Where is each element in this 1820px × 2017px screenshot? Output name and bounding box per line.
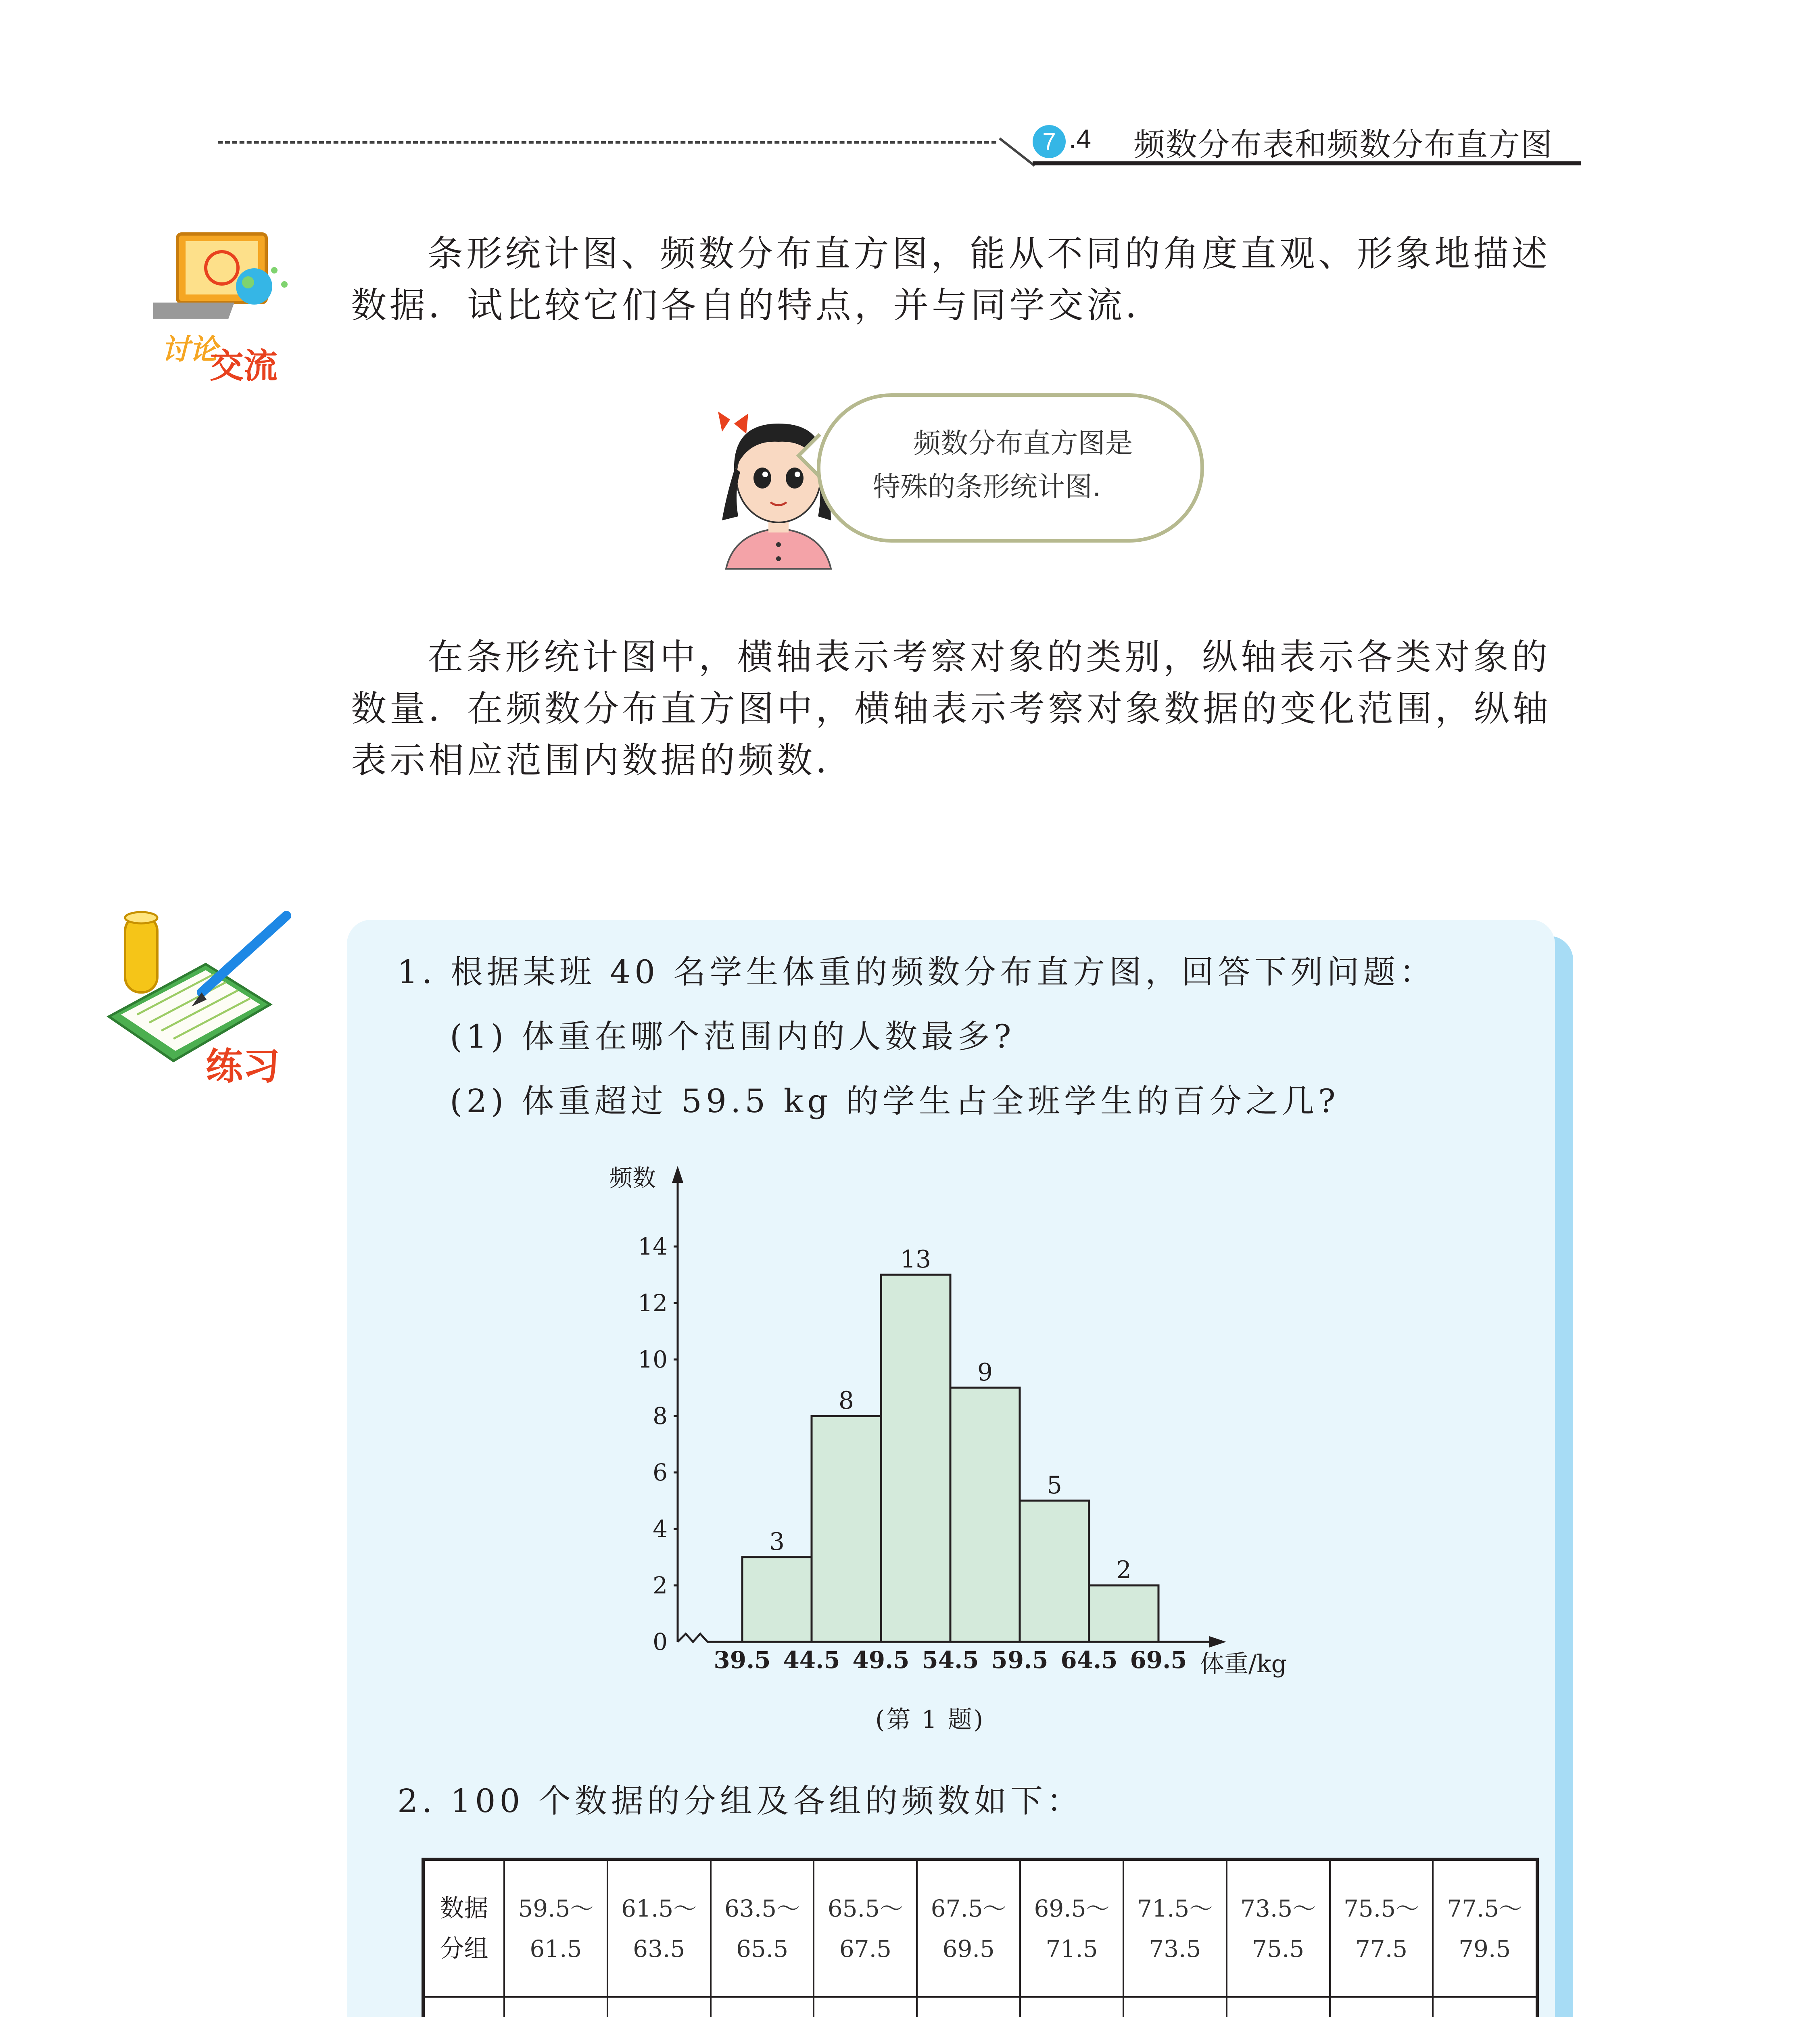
bar-value-label: 13 (900, 1245, 931, 1274)
x-ticks (714, 1646, 1187, 1674)
q2-prompt: 2. 100 个数据的分组及各组的频数如下： (397, 1782, 1083, 1820)
y-tick-label: 8 (653, 1402, 668, 1430)
y-axis-label: 频数 (609, 1164, 656, 1192)
discussion-text: 条形统计图、频数分布直方图，能从不同的角度直观、形象地描述数据．试比较它们各自的特点，并与同学交流． (351, 233, 1551, 326)
explanation-text: 在条形统计图中，横轴表示考察对象的类别，纵轴表示各类对象的数量．在频数分布直方图中，横轴表示考察对象数据的变化范围，纵轴表示相应范围内数据的频数． (351, 636, 1552, 781)
q1-caption: (第 1 题) (875, 1706, 985, 1734)
group-cell: 63.5～ 65.5 (711, 1859, 814, 1997)
q1-prompt: 1. 根据某班 40 名学生体重的频数分布直方图，回答下列问题： (397, 953, 1436, 991)
freq-cell (1433, 1997, 1537, 2017)
bar-value-label: 9 (977, 1358, 993, 1386)
histogram-bar (881, 1275, 950, 1642)
histogram-bar (950, 1388, 1020, 1642)
discussion-label: 交流 (210, 346, 278, 386)
q1-sub2: (2) 体重超过 59.5 kg 的学生占全班学生的百分之几? (450, 1082, 1340, 1120)
freq-cell (1330, 1997, 1433, 2017)
axis-break-mark (678, 1634, 714, 1642)
x-tick-label: 59.5 (991, 1646, 1048, 1674)
histogram-bar (1020, 1501, 1089, 1642)
x-tick-label: 44.5 (783, 1646, 840, 1674)
freq-cell (504, 1997, 607, 2017)
row-header-frequency (423, 1997, 504, 2017)
bar-value-label: 2 (1116, 1556, 1132, 1584)
header-dashed-rule (218, 141, 996, 144)
header-title: 频数分布表和频数分布直方图 (1133, 127, 1553, 163)
bar-value-label: 8 (838, 1386, 854, 1415)
bubble-line-2: 特殊的条形统计图. (873, 471, 1101, 503)
group-cell: 65.5～ 67.5 (814, 1859, 917, 1997)
y-tick-label: 2 (653, 1572, 668, 1599)
bubble-line-1: 频数分布直方图是 (913, 428, 1133, 459)
row-header-groups-line1: 数据 (440, 1894, 488, 1923)
chapter-badge: 7 (1033, 125, 1066, 158)
x-tick-label: 64.5 (1060, 1646, 1118, 1674)
freq-cell (1227, 1997, 1330, 2017)
y-tick-label: 10 (638, 1346, 668, 1373)
freq-cell (607, 1997, 711, 2017)
x-tick-label: 54.5 (922, 1646, 979, 1674)
y-tick-label: 14 (638, 1233, 668, 1260)
group-cell: 71.5～ 73.5 (1123, 1859, 1227, 1997)
group-cell: 69.5～ 71.5 (1020, 1859, 1123, 1997)
bars (742, 1245, 1158, 1642)
x-tick-label: 69.5 (1130, 1646, 1187, 1674)
section-number: .4 (1069, 124, 1092, 154)
x-tick-label: 39.5 (714, 1646, 771, 1674)
row-header-groups-line2: 分组 (440, 1934, 488, 1963)
freq-cell (917, 1997, 1020, 2017)
practice-label: 练习 (206, 1045, 280, 1088)
y-tick-label: 0 (653, 1628, 668, 1656)
group-cell: 77.5～ 79.5 (1433, 1859, 1537, 1997)
freq-cell (711, 1997, 814, 2017)
histogram-bar (812, 1416, 881, 1642)
group-cell: 67.5～ 69.5 (917, 1859, 1020, 1997)
x-tick-label: 49.5 (852, 1646, 910, 1674)
table-row-frequency (423, 1997, 1537, 2017)
bar-value-label: 5 (1046, 1471, 1062, 1499)
x-axis-label: 体重/kg (1200, 1650, 1287, 1678)
speech-bubble (817, 393, 1204, 543)
q1-sub1: (1) 体重在哪个范围内的人数最多? (450, 1018, 1015, 1055)
frequency-table (422, 1858, 1539, 2017)
histogram-chart (565, 1138, 1331, 1678)
freq-cell (1020, 1997, 1123, 2017)
row-header-groups (423, 1859, 504, 1997)
y-tick-label: 12 (638, 1289, 668, 1317)
y-axis-arrow (672, 1166, 683, 1183)
y-ticks (638, 1233, 678, 1656)
freq-cell (1123, 1997, 1227, 2017)
y-tick-label: 6 (653, 1459, 668, 1486)
group-cell: 61.5～ 63.5 (607, 1859, 711, 1997)
histogram-bar (1089, 1585, 1158, 1642)
group-cell: 73.5～ 75.5 (1227, 1859, 1330, 1997)
bar-value-label: 3 (769, 1528, 785, 1556)
x-axis-arrow (1209, 1636, 1226, 1647)
y-tick-label: 4 (653, 1515, 668, 1543)
group-cell: 75.5～ 77.5 (1330, 1859, 1433, 1997)
svg-text:讨论: 讨论 (161, 333, 218, 366)
freq-cell (814, 1997, 917, 2017)
header-slant-rule (999, 138, 1035, 167)
histogram-bar (742, 1557, 812, 1642)
group-cell: 59.5～ 61.5 (504, 1859, 607, 1997)
table-row-groups (423, 1859, 1537, 1997)
